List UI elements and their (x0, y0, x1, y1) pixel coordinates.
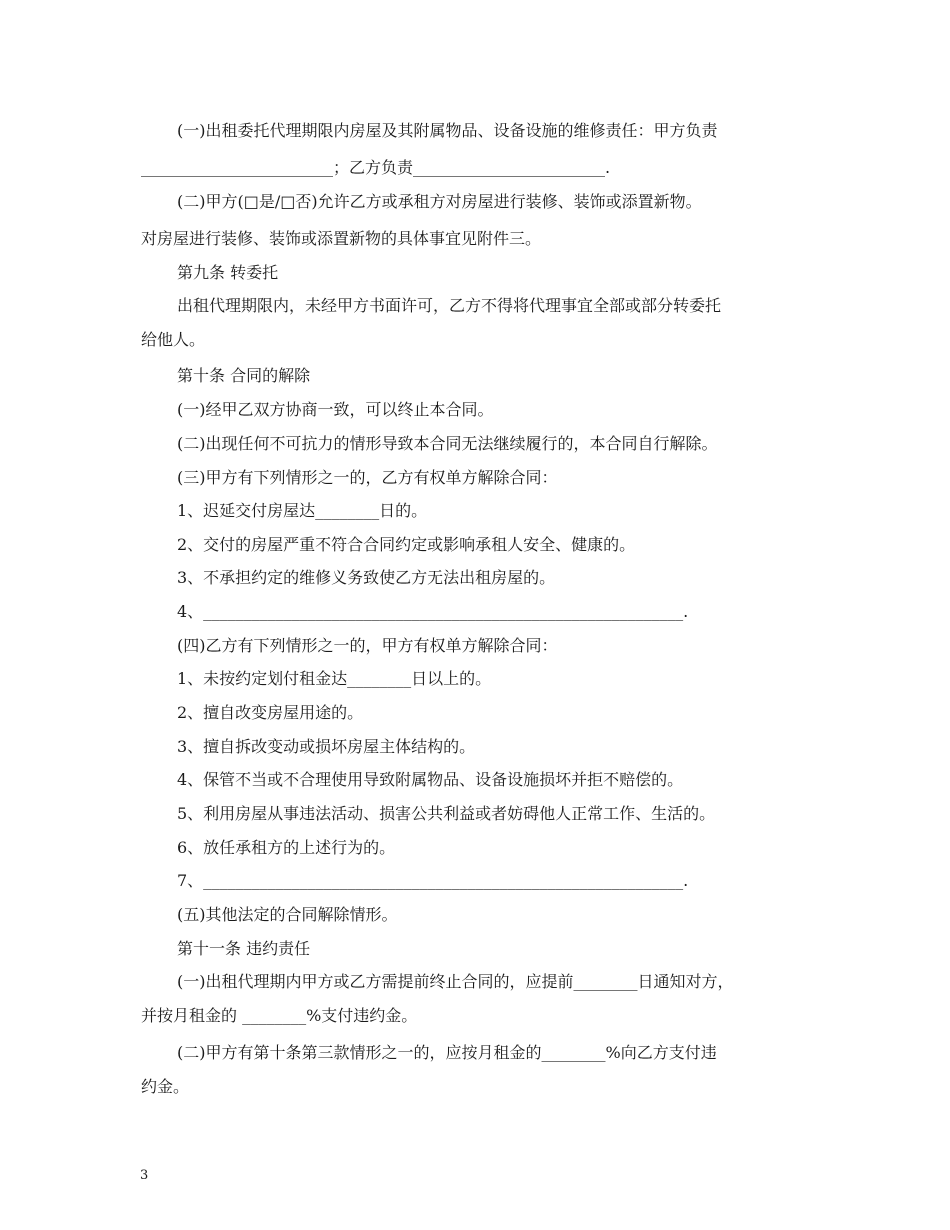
text-line: (二)出现任何不可抗力的情形导致本合同无法继续履行的，本合同自行解除。 (177, 434, 718, 453)
text-line: 2、擅自改变房屋用途的。 (177, 703, 364, 722)
text-line: 约金。 (141, 1077, 190, 1096)
text-line: 1、未按约定划付租金达________日以上的。 (177, 669, 492, 688)
section-heading: 第九条 转委托 (177, 263, 279, 282)
page-number: 3 (140, 1168, 149, 1183)
text-line: ________________________；乙方负责________________________. (141, 158, 611, 177)
text-line: 给他人。 (141, 330, 206, 349)
text-line: (二)甲方有第十条第三款情形之一的，应按月租金的________%向乙方支付违 (177, 1043, 717, 1062)
text-line: (四)乙方有下列情形之一的，甲方有权单方解除合同： (177, 636, 558, 655)
text-line: 4、____________________________________________________________. (177, 602, 689, 621)
text-line: (一)经甲乙双方协商一致，可以终止本合同。 (177, 400, 494, 419)
text-line: (三)甲方有下列情形之一的，乙方有权单方解除合同： (177, 468, 558, 487)
text-line: (一)出租委托代理期限内房屋及其附属物品、设备设施的维修责任：甲方负责 (177, 121, 718, 140)
text-line: (五)其他法定的合同解除情形。 (177, 905, 398, 924)
text-line: 7、____________________________________________________________. (177, 871, 689, 890)
text-line: 5、利用房屋从事违法活动、损害公共利益或者妨碍他人正常工作、生活的。 (177, 804, 716, 823)
text-line: 2、交付的房屋严重不符合合同约定或影响承租人安全、健康的。 (177, 535, 636, 554)
text-line: 6、放任承租方的上述行为的。 (177, 838, 396, 857)
text-line: 1、迟延交付房屋达________日的。 (177, 501, 428, 520)
text-line: 4、保管不当或不合理使用导致附属物品、设备设施损坏并拒不赔偿的。 (177, 770, 684, 789)
text-line: 3、不承担约定的维修义务致使乙方无法出租房屋的。 (177, 568, 556, 587)
section-heading: 第十一条 违约责任 (177, 939, 311, 958)
text-line: 并按月租金的 ________%支付违约金。 (141, 1006, 418, 1025)
text-line: 对房屋进行装修、装饰或添置新物的具体事宜见附件三。 (141, 229, 542, 248)
section-heading: 第十条 合同的解除 (177, 366, 311, 385)
text-line: (一)出租代理期内甲方或乙方需提前终止合同的，应提前________日通知对方， (177, 972, 734, 991)
text-line: 出租代理期限内，未经甲方书面许可，乙方不得将代理事宜全部或部分转委托 (177, 296, 722, 315)
text-line: 3、擅自拆改变动或损坏房屋主体结构的。 (177, 737, 476, 756)
text-line: (二)甲方(□是/□否)允许乙方或承租方对房屋进行装修、装饰或添置新物。 (177, 192, 702, 211)
